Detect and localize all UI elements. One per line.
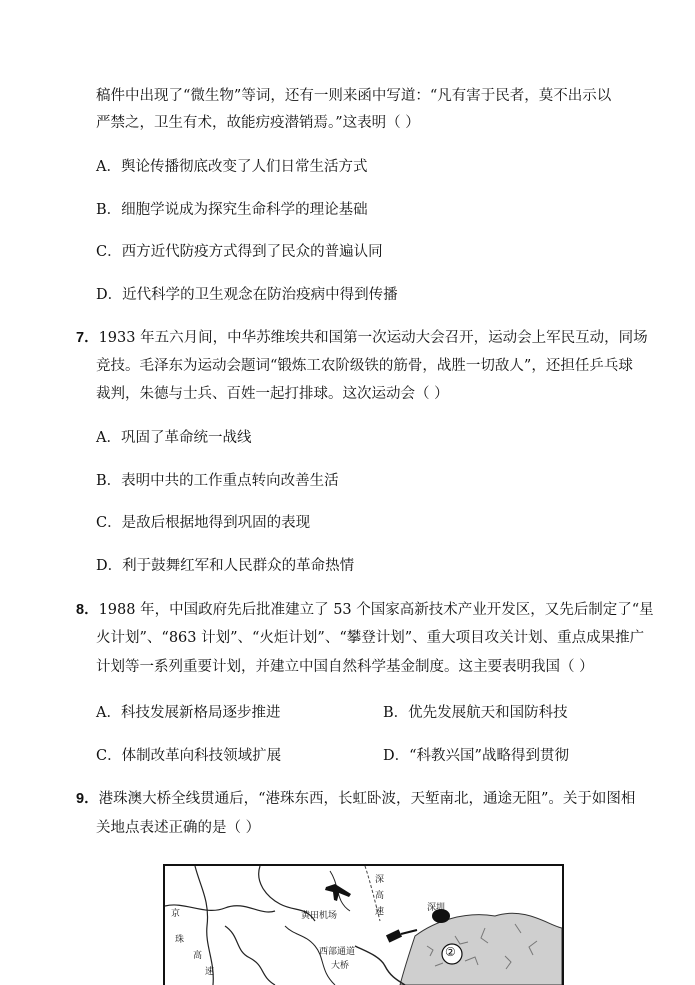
q9-map-figure bbox=[163, 864, 564, 985]
q7-stem-line2: 竞技。毛泽东为运动会题词“锻炼工农阶级铁的筋骨，战胜一切敌人”，还担任乒乓球 bbox=[96, 358, 633, 374]
shengao-label-2: 高 bbox=[375, 891, 385, 901]
shengao-label-3: 速 bbox=[375, 907, 385, 917]
q8-number: 8． bbox=[76, 602, 99, 618]
bridge-line bbox=[401, 930, 417, 934]
q7-option-c: C．是敌后根据地得到巩固的表现 bbox=[96, 515, 311, 531]
q8-option-d: D．“科教兴国”战略得到贯彻 bbox=[383, 748, 569, 764]
q7-stem-line1 bbox=[76, 328, 648, 348]
q8-option-a: A．科技发展新格局逐步推进 bbox=[96, 705, 281, 721]
jingzhu-label-3: 高 bbox=[193, 951, 203, 961]
q9-stem-line2: 关地点表述正确的是（ ） bbox=[96, 820, 261, 836]
bridge-label-1: 西部通道 bbox=[319, 947, 356, 957]
q7-option-d: D．利于鼓舞红军和人民群众的革命热情 bbox=[96, 558, 355, 574]
q8-stem-text: 1988 年，中国政府先后批准建立了 53 个国家高新技术产业开发区，又先后制定了“星 bbox=[98, 602, 654, 618]
marker-2-label: ② bbox=[445, 945, 456, 959]
jingzhu-label-2: 珠 bbox=[175, 935, 185, 945]
shengao-label-1: 深 bbox=[375, 875, 385, 885]
river-4 bbox=[225, 926, 275, 985]
bridge-label-2: 大桥 bbox=[331, 961, 350, 971]
q6-stem-line1: 稿件中出现了“微生物”等词，还有一则来函中写道：“凡有害于民者，莫不出示以 bbox=[96, 88, 612, 104]
q6-option-c: C．西方近代防疫方式得到了民众的普遍认同 bbox=[96, 244, 383, 260]
q7-stem-line3: 裁判，朱德与士兵、百姓一起打排球。这次运动会（ ） bbox=[96, 386, 449, 402]
coastline bbox=[355, 946, 405, 985]
q7-option-b: B．表明中共的工作重点转向改善生活 bbox=[96, 473, 339, 489]
q6-option-b: B．细胞学说成为探究生命科学的理论基础 bbox=[96, 202, 368, 218]
jingzhu-label-4: 速 bbox=[205, 967, 215, 977]
map-drawing bbox=[165, 866, 562, 985]
airport-icon bbox=[325, 884, 351, 901]
q9-stem-text: 港珠澳大桥全线贯通后，“港珠东西，长虹卧波，天堑南北，通途无阻”。关于如图相 bbox=[98, 791, 636, 807]
q9-stem-line1 bbox=[76, 789, 635, 809]
shenzhen-label: 深圳 bbox=[427, 903, 446, 913]
q7-number: 7． bbox=[76, 330, 99, 346]
q6-stem-line2: 严禁之，卫生有术，故能疠疫潜销焉。”这表明（ ） bbox=[96, 115, 420, 131]
q6-option-d: D．近代科学的卫生观念在防治疫病中得到传播 bbox=[96, 287, 398, 303]
q6-option-a: A．舆论传播彻底改变了人们日常生活方式 bbox=[96, 159, 368, 175]
land-mass bbox=[400, 913, 562, 985]
q7-option-a: A．巩固了革命统一战线 bbox=[96, 430, 252, 446]
q8-option-b: B．优先发展航天和国防科技 bbox=[383, 705, 568, 721]
q8-option-c: C．体制改革向科技领域扩展 bbox=[96, 748, 282, 764]
q8-stem-line3: 计划等一系列重要计划，并建立中国自然科学基金制度。这主要表明我国（ ） bbox=[96, 659, 594, 675]
q8-stem-line2: 火计划”、“863 计划”、“火炬计划”、“攀登计划”、重大项目攻关计划、重点成果推广 bbox=[96, 630, 645, 646]
jingzhu-label-1: 京 bbox=[171, 909, 181, 919]
bridge-marker bbox=[386, 929, 402, 942]
q9-number: 9． bbox=[76, 791, 99, 807]
airport-label: 黄田机场 bbox=[301, 911, 338, 921]
river-1 bbox=[165, 905, 275, 912]
q8-stem-line1 bbox=[76, 600, 654, 620]
q7-stem-text: 1933 年五六月间，中华苏维埃共和国第一次运动大会召开，运动会上军民互动，同场 bbox=[98, 330, 648, 346]
